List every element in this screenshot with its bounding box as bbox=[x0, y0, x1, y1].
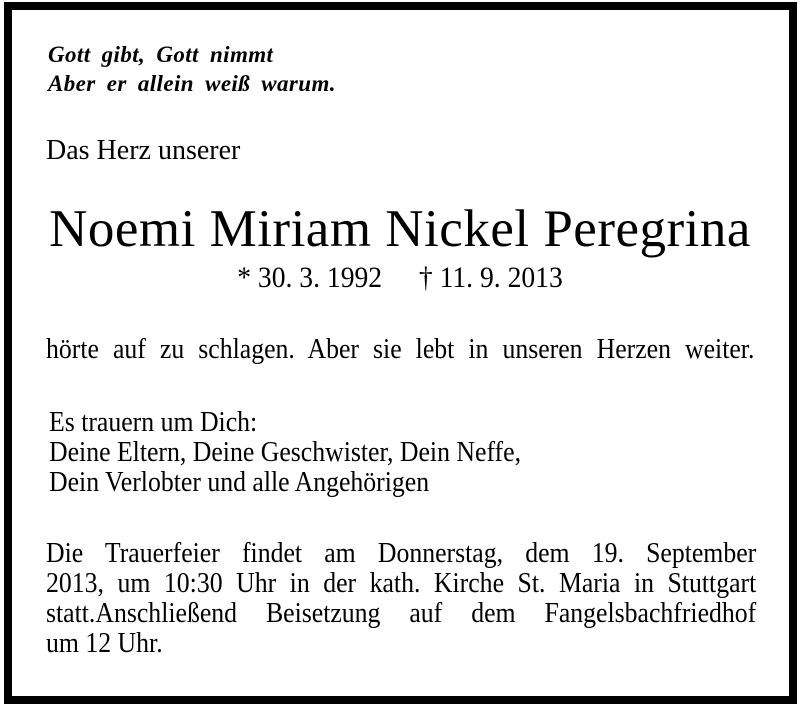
mourners-line: Deine Eltern, Deine Geschwister, Dein Neffe, bbox=[49, 437, 522, 468]
funeral-line: um 12 Uhr. bbox=[46, 628, 163, 659]
funeral-line: statt.Anschließend Beisetzung auf dem Fangelsbachfriedhof bbox=[46, 598, 757, 629]
intro-text: Das Herz unserer bbox=[46, 135, 241, 166]
mourners-line: Dein Verlobter und alle Angehörigen bbox=[49, 467, 430, 498]
epigraph-quote-line: Gott gibt, Gott nimmt bbox=[48, 42, 274, 67]
deceased-name: Noemi Miriam Nickel Peregrina bbox=[49, 200, 751, 258]
mourners-heading: Es trauern um Dich: bbox=[49, 407, 258, 438]
message-line: hörte auf zu schlagen. Aber sie lebt in unseren Herzen weiter. bbox=[46, 334, 755, 365]
funeral-line: 2013, um 10:30 Uhr in der kath. Kirche St. Maria in Stuttgart bbox=[46, 568, 757, 599]
epigraph-quote bbox=[48, 40, 336, 98]
birth-date: * 30. 3. 1992 bbox=[237, 261, 383, 294]
life-dates bbox=[32, 261, 768, 295]
funeral-details bbox=[46, 539, 756, 659]
death-date: † 11. 9. 2013 bbox=[418, 261, 563, 294]
mourners-list bbox=[49, 408, 521, 498]
epigraph-quote-line: Aber er allein weiß warum. bbox=[48, 71, 336, 96]
funeral-line: Die Trauerfeier findet am Donnerstag, dem 19. September bbox=[46, 538, 757, 569]
